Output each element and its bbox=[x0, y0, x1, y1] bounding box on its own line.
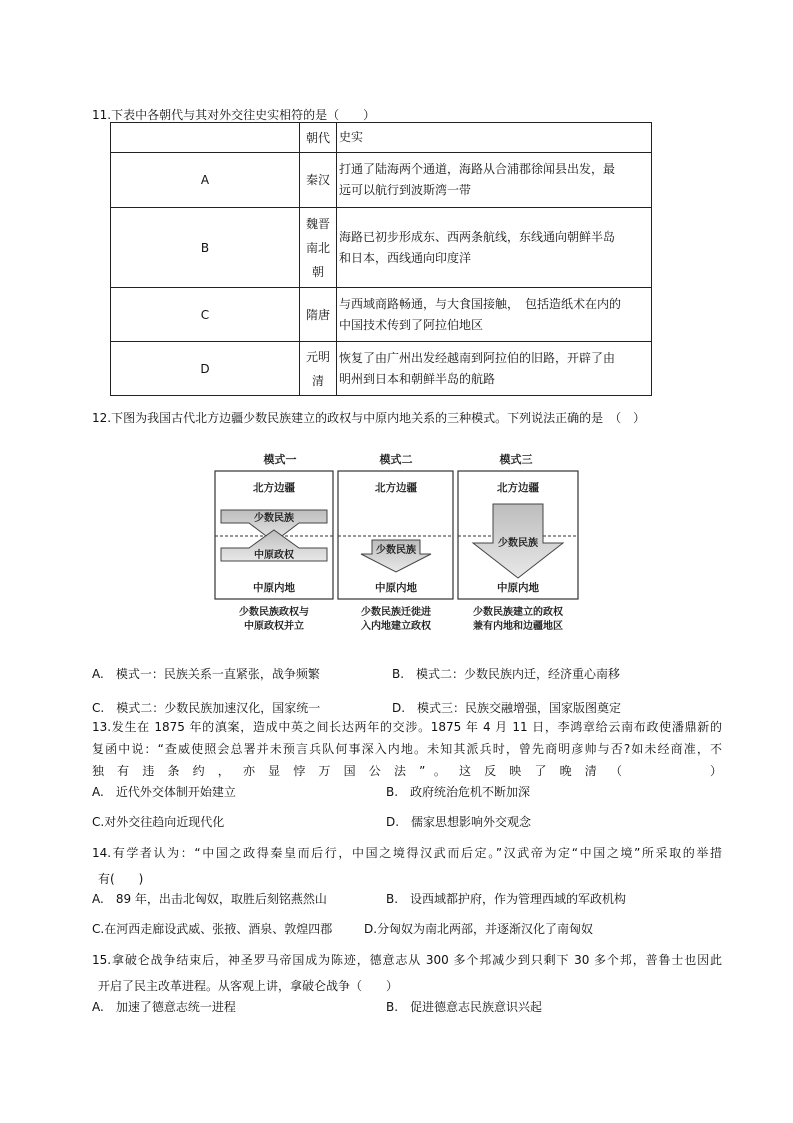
q11-stem: 11.下表中各朝代与其对外交往史实相符的是（ ） bbox=[92, 108, 376, 122]
fact-line: 与西域商路畅通，与大食国接触， 包括造纸术在内的 bbox=[339, 296, 622, 311]
mode2-title: 模式二 bbox=[379, 453, 413, 466]
dynasty-line: 朝 bbox=[311, 264, 324, 279]
q14-stem-line: 14.有学者认为：“中国之政得秦皇而后行，中国之境得汉武而后定。”汉武帝为定“中国之境”所采取的举措 bbox=[92, 846, 722, 860]
dynasty-line: 南北 bbox=[305, 240, 330, 255]
q14-stem bbox=[92, 842, 722, 864]
fact-line: 远可以航行到波斯湾一带 bbox=[339, 183, 472, 197]
q13-stem-line: 13.发生在 1875 年的滇案，造成中英之间长达两年的交涉。1875 年 4 月 11 日，李鸿章给云南布政使潘鼎新的 bbox=[92, 720, 722, 734]
mode3-arrow-label: 少数民族 bbox=[498, 538, 538, 549]
mode3-caption-line: 少数民族建立的政权 bbox=[473, 607, 563, 618]
row-dynasty: 隋唐 bbox=[300, 288, 337, 342]
dynasty-line: 元明 bbox=[305, 349, 330, 364]
mode3-top-label: 北方边疆 bbox=[497, 482, 539, 494]
row-dynasty bbox=[300, 342, 337, 396]
q12-diagram bbox=[205, 448, 590, 638]
mode2-arrow-label: 少数民族 bbox=[376, 545, 416, 556]
table-row bbox=[111, 153, 652, 208]
q15-option-a: A. 加速了德意志统一进程 bbox=[92, 1000, 236, 1014]
mode3-caption-line: 兼有内地和边疆地区 bbox=[473, 621, 563, 632]
q13-stem-line: 独 有 违 条 约 ， 亦 显 悖 万 国 公 法 ” 。 这 反 映 了 晚 清 （ ） bbox=[92, 764, 722, 778]
q12-stem: 12.下图为我国古代北方边疆少数民族建立的政权与中原内地关系的三种模式。下列说法正确的是 （ ） bbox=[92, 411, 646, 425]
header-fact: 史实 bbox=[337, 123, 652, 153]
header-option bbox=[111, 123, 300, 153]
row-dynasty bbox=[300, 208, 337, 288]
q13-option-c: C.对外交往趋向近现代化 bbox=[92, 815, 225, 829]
q12-option-a: A. 模式一：民族关系一直紧张，战争频繁 bbox=[92, 667, 320, 681]
q14-stem-line: 有( ) bbox=[98, 872, 144, 886]
fact-line: 和日本，西线通向印度洋 bbox=[339, 250, 472, 265]
q11-table bbox=[110, 122, 652, 396]
q15-stem-line: 开启了民主改革进程。从客观上讲，拿破仑战争（ ） bbox=[98, 979, 399, 993]
mode1-title: 模式一 bbox=[263, 453, 297, 466]
q14-option-b: B. 设西域都护府，作为管理西域的军政机构 bbox=[386, 892, 627, 906]
table-row bbox=[111, 288, 652, 342]
mode2-caption-line: 入内地建立政权 bbox=[361, 621, 431, 632]
mode1-arrow-top-label: 少数民族 bbox=[254, 513, 294, 524]
row-fact bbox=[337, 153, 652, 208]
mode1-caption-line: 中原政权并立 bbox=[244, 621, 304, 632]
fact-line: 明州到日本和朝鲜半岛的航路 bbox=[339, 371, 496, 386]
fact-line: 中国技术传到了阿拉伯地区 bbox=[339, 317, 484, 332]
q13-stem bbox=[92, 716, 722, 782]
dynasty-line: 魏晋 bbox=[305, 216, 330, 231]
dynasty-line: 清 bbox=[311, 373, 324, 388]
q15-stem bbox=[92, 949, 722, 971]
q14-option-c: C.在河西走廊设武威、张掖、酒泉、敦煌四郡 bbox=[92, 922, 333, 936]
q12-option-b: B. 模式二：少数民族内迁，经济重心南移 bbox=[392, 667, 621, 681]
mode3-bottom-label: 中原内地 bbox=[497, 582, 539, 594]
fact-line: 海路已初步形成东、西两条航线，东线通向朝鲜半岛 bbox=[339, 229, 616, 244]
mode2-caption-line: 少数民族迁徙进 bbox=[361, 607, 431, 618]
table-row bbox=[111, 208, 652, 288]
table-header-row bbox=[111, 123, 652, 153]
mode2-bottom-label: 中原内地 bbox=[375, 582, 417, 594]
fact-line: 恢复了由广州出发经越南到阿拉伯的旧路，开辟了由 bbox=[339, 350, 616, 365]
table-row bbox=[111, 342, 652, 396]
q12-option-d: D. 模式三：民族交融增强，国家版图奠定 bbox=[392, 701, 622, 715]
mode3-title: 模式三 bbox=[499, 453, 533, 466]
q13-option-b: B. 政府统治危机不断加深 bbox=[386, 785, 531, 799]
row-option: D bbox=[111, 342, 300, 396]
q15-stem-line: 15.拿破仑战争结束后，神圣罗马帝国成为陈迹，德意志从 300 多个邦减少到只剩下 30 多个邦，普鲁士也因此 bbox=[92, 953, 722, 967]
q15-option-b: B. 促进德意志民族意识兴起 bbox=[386, 1000, 543, 1014]
mode1-caption-line: 少数民族政权与 bbox=[239, 607, 309, 618]
header-dynasty: 朝代 bbox=[300, 123, 337, 153]
mode1-arrow-bottom-label: 中原政权 bbox=[254, 550, 294, 561]
row-dynasty: 秦汉 bbox=[300, 153, 337, 208]
row-fact bbox=[337, 208, 652, 288]
q14-option-a: A. 89 年，出击北匈奴，取胜后刻铭燕然山 bbox=[92, 892, 327, 906]
mode1-top-label: 北方边疆 bbox=[253, 482, 295, 494]
row-fact bbox=[337, 342, 652, 396]
row-option: A bbox=[111, 153, 300, 208]
fact-line: 打通了陆海两个通道，海路从合浦郡徐闻县出发，最 bbox=[339, 162, 616, 176]
q13-option-a: A. 近代外交体制开始建立 bbox=[92, 785, 236, 799]
q13-stem-line: 复函中说：“查威使照会总署并未预言兵队何事深入内地。未知其派兵时，曾先商明彦帅与否?如未经商准，不 bbox=[92, 742, 722, 756]
mode1-bottom-label: 中原内地 bbox=[253, 582, 295, 594]
q13-option-d: D. 儒家思想影响外交观念 bbox=[386, 815, 532, 829]
mode2-top-label: 北方边疆 bbox=[375, 482, 417, 494]
row-option: C bbox=[111, 288, 300, 342]
q14-option-d: D.分匈奴为南北两部，并逐渐汉化了南匈奴 bbox=[364, 922, 594, 936]
row-fact bbox=[337, 288, 652, 342]
row-option: B bbox=[111, 208, 300, 288]
q12-option-c: C. 模式二：少数民族加速汉化，国家统一 bbox=[92, 701, 321, 715]
